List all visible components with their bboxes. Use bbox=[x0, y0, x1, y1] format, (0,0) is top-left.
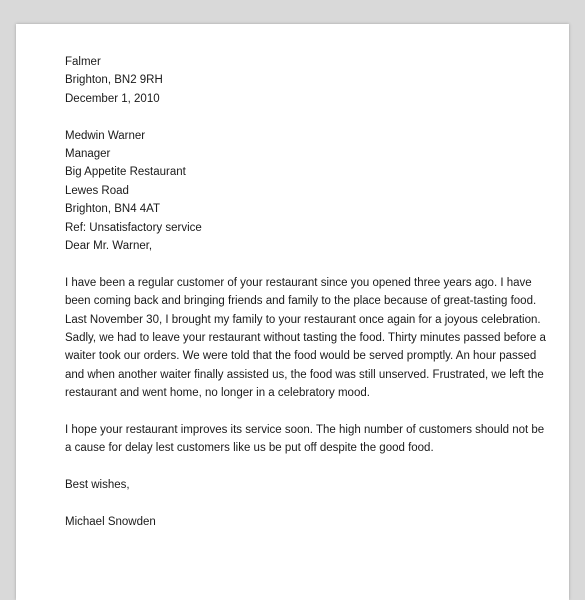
letter-date: December 1, 2010 bbox=[65, 92, 160, 105]
letter-page bbox=[16, 24, 569, 600]
sender-name: Falmer bbox=[65, 56, 101, 68]
paragraph-line: restaurant and went home, no longer in a celebratory mood. bbox=[65, 387, 370, 400]
recipient-name: Medwin Warner bbox=[65, 129, 146, 142]
paragraph-line: and when another waiter finally assisted us, the food was still unserved. Frustrated, we left the bbox=[65, 368, 544, 381]
paragraph-line: Sadly, we had to leave your restaurant without tasting the food. Thirty minutes passed before a bbox=[65, 332, 546, 345]
paragraph-line: a cause for delay lest customers like us be put off despite the good food. bbox=[65, 442, 434, 455]
sender-city: Brighton, BN2 9RH bbox=[65, 74, 163, 87]
recipient-title: Manager bbox=[65, 148, 111, 161]
paragraph-request bbox=[65, 421, 545, 458]
recipient-city: Brighton, BN4 4AT bbox=[65, 203, 161, 216]
paragraph-line: waiter took our orders. We were told that the food would be served promptly. An hour passed bbox=[65, 350, 537, 363]
paragraph-line: been coming back and bringing friends and family to the place because of great-tasting food. bbox=[65, 295, 537, 308]
subject-line: Ref: Unsatisfactory service bbox=[65, 221, 202, 234]
signature-name: Michael Snowden bbox=[65, 516, 156, 529]
spacer bbox=[65, 108, 525, 126]
letter-body bbox=[65, 53, 546, 531]
paragraph-complaint bbox=[65, 274, 546, 403]
spacer bbox=[65, 403, 525, 421]
spacer bbox=[65, 495, 525, 513]
salutation: Dear Mr. Warner, bbox=[65, 240, 153, 253]
spacer bbox=[65, 458, 525, 476]
recipient-company: Big Appetite Restaurant bbox=[65, 166, 186, 179]
recipient-street: Lewes Road bbox=[65, 184, 129, 197]
closing: Best wishes, bbox=[65, 479, 130, 492]
paragraph-line: Last November 30, I brought my family to your restaurant once again for a joyous celebration. bbox=[65, 313, 541, 326]
spacer bbox=[65, 255, 525, 273]
paragraph-line: I have been a regular customer of your restaurant since you opened three years ago. I have bbox=[65, 276, 532, 289]
paragraph-line: I hope your restaurant improves its service soon. The high number of customers should not be bbox=[65, 424, 545, 437]
